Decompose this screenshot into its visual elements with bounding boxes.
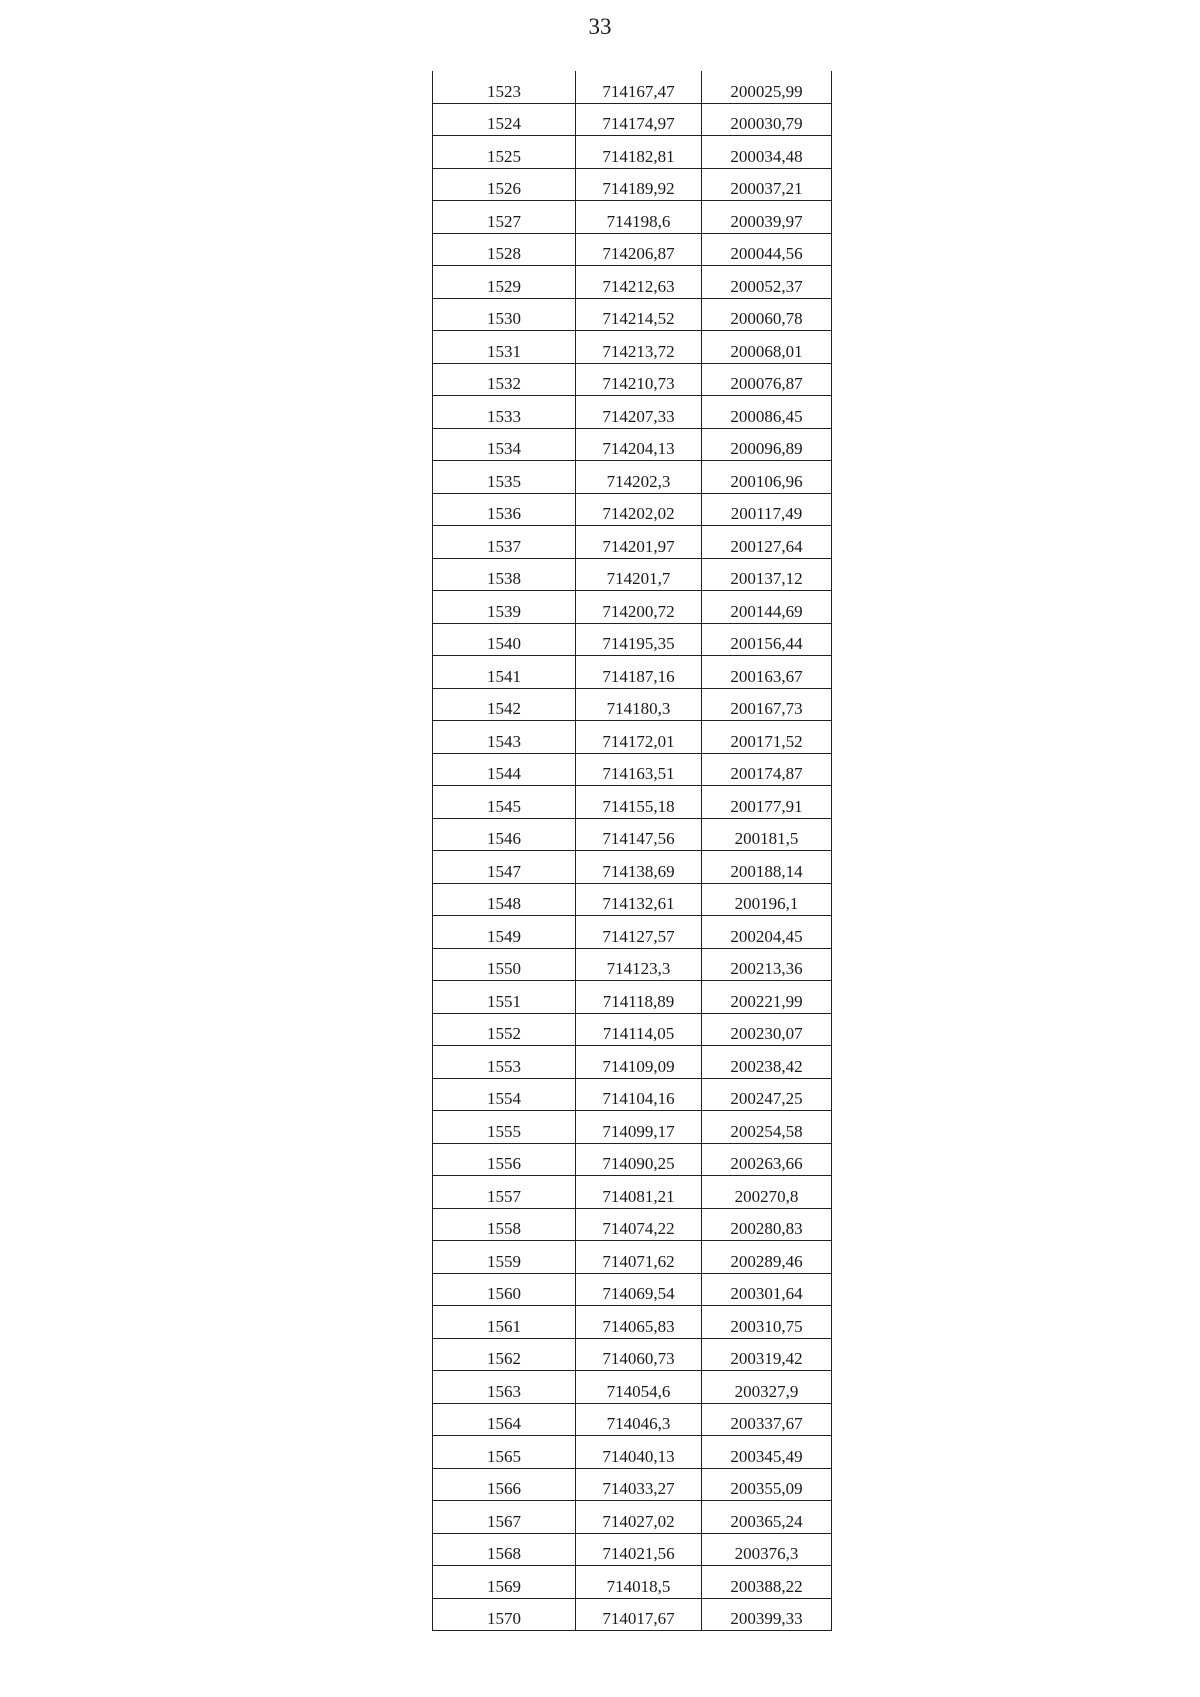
y-coordinate-cell: 200076,87 [702,363,832,396]
y-coordinate-cell: 200030,79 [702,103,832,136]
point-number-cell: 1547 [433,851,576,884]
point-number-cell: 1548 [433,883,576,916]
table-row [433,688,832,721]
table-row [433,71,832,103]
y-coordinate-cell: 200039,97 [702,201,832,234]
table-row [433,1078,832,1111]
x-coordinate-cell: 714018,5 [576,1566,702,1599]
table-row [433,1598,832,1631]
x-coordinate-cell: 714189,92 [576,168,702,201]
point-number-cell: 1553 [433,1046,576,1079]
point-number-cell: 1549 [433,916,576,949]
x-coordinate-cell: 714109,09 [576,1046,702,1079]
point-number-cell: 1536 [433,493,576,526]
x-coordinate-cell: 714046,3 [576,1403,702,1436]
point-number-cell: 1544 [433,753,576,786]
table-row [433,1371,832,1404]
x-coordinate-cell: 714118,89 [576,981,702,1014]
point-number-cell: 1551 [433,981,576,1014]
point-number-cell: 1539 [433,591,576,624]
point-number-cell: 1554 [433,1078,576,1111]
y-coordinate-cell: 200280,83 [702,1208,832,1241]
x-coordinate-cell: 714182,81 [576,136,702,169]
point-number-cell: 1526 [433,168,576,201]
x-coordinate-cell: 714172,01 [576,721,702,754]
table-row [433,1566,832,1599]
point-number-cell: 1528 [433,233,576,266]
table-row [433,883,832,916]
point-number-cell: 1531 [433,331,576,364]
y-coordinate-cell: 200270,8 [702,1176,832,1209]
y-coordinate-cell: 200106,96 [702,461,832,494]
x-coordinate-cell: 714138,69 [576,851,702,884]
y-coordinate-cell: 200399,33 [702,1598,832,1631]
table-row [433,1338,832,1371]
table-row [433,656,832,689]
table-row [433,591,832,624]
point-number-cell: 1550 [433,948,576,981]
x-coordinate-cell: 714127,57 [576,916,702,949]
table-row [433,1046,832,1079]
point-number-cell: 1545 [433,786,576,819]
point-number-cell: 1529 [433,266,576,299]
point-number-cell: 1569 [433,1566,576,1599]
y-coordinate-cell: 200289,46 [702,1241,832,1274]
table-row [433,916,832,949]
y-coordinate-cell: 200156,44 [702,623,832,656]
x-coordinate-cell: 714054,6 [576,1371,702,1404]
x-coordinate-cell: 714090,25 [576,1143,702,1176]
table-row [433,1306,832,1339]
y-coordinate-cell: 200213,36 [702,948,832,981]
y-coordinate-cell: 200188,14 [702,851,832,884]
y-coordinate-cell: 200301,64 [702,1273,832,1306]
y-coordinate-cell: 200177,91 [702,786,832,819]
y-coordinate-cell: 200263,66 [702,1143,832,1176]
table-row [433,1013,832,1046]
table-row [433,948,832,981]
table-row [433,201,832,234]
point-number-cell: 1534 [433,428,576,461]
table-row [433,818,832,851]
x-coordinate-cell: 714155,18 [576,786,702,819]
x-coordinate-cell: 714187,16 [576,656,702,689]
point-number-cell: 1560 [433,1273,576,1306]
y-coordinate-cell: 200355,09 [702,1468,832,1501]
x-coordinate-cell: 714065,83 [576,1306,702,1339]
x-coordinate-cell: 714071,62 [576,1241,702,1274]
y-coordinate-cell: 200086,45 [702,396,832,429]
table-row [433,623,832,656]
x-coordinate-cell: 714021,56 [576,1533,702,1566]
x-coordinate-cell: 714099,17 [576,1111,702,1144]
table-row [433,558,832,591]
y-coordinate-cell: 200345,49 [702,1436,832,1469]
table-row [433,1501,832,1534]
y-coordinate-cell: 200376,3 [702,1533,832,1566]
table-row [433,851,832,884]
x-coordinate-cell: 714213,72 [576,331,702,364]
point-number-cell: 1532 [433,363,576,396]
y-coordinate-cell: 200144,69 [702,591,832,624]
point-number-cell: 1552 [433,1013,576,1046]
y-coordinate-cell: 200196,1 [702,883,832,916]
table-row [433,1403,832,1436]
x-coordinate-cell: 714069,54 [576,1273,702,1306]
x-coordinate-cell: 714167,47 [576,71,702,103]
table-row [433,363,832,396]
coordinates-table [432,71,832,1631]
table-row [433,233,832,266]
point-number-cell: 1542 [433,688,576,721]
table-row [433,1176,832,1209]
y-coordinate-cell: 200163,67 [702,656,832,689]
y-coordinate-cell: 200254,58 [702,1111,832,1144]
y-coordinate-cell: 200167,73 [702,688,832,721]
x-coordinate-cell: 714204,13 [576,428,702,461]
x-coordinate-cell: 714114,05 [576,1013,702,1046]
x-coordinate-cell: 714180,3 [576,688,702,721]
point-number-cell: 1566 [433,1468,576,1501]
point-number-cell: 1543 [433,721,576,754]
y-coordinate-cell: 200037,21 [702,168,832,201]
y-coordinate-cell: 200238,42 [702,1046,832,1079]
y-coordinate-cell: 200204,45 [702,916,832,949]
x-coordinate-cell: 714195,35 [576,623,702,656]
x-coordinate-cell: 714202,3 [576,461,702,494]
point-number-cell: 1561 [433,1306,576,1339]
table-row [433,526,832,559]
point-number-cell: 1527 [433,201,576,234]
x-coordinate-cell: 714060,73 [576,1338,702,1371]
table-row [433,1111,832,1144]
point-number-cell: 1537 [433,526,576,559]
table-row [433,168,832,201]
table-row [433,331,832,364]
x-coordinate-cell: 714214,52 [576,298,702,331]
table-row [433,786,832,819]
point-number-cell: 1557 [433,1176,576,1209]
y-coordinate-cell: 200221,99 [702,981,832,1014]
x-coordinate-cell: 714207,33 [576,396,702,429]
point-number-cell: 1555 [433,1111,576,1144]
x-coordinate-cell: 714074,22 [576,1208,702,1241]
point-number-cell: 1540 [433,623,576,656]
y-coordinate-cell: 200247,25 [702,1078,832,1111]
table-row [433,1468,832,1501]
x-coordinate-cell: 714201,7 [576,558,702,591]
coordinates-table-body [433,71,832,1631]
x-coordinate-cell: 714027,02 [576,1501,702,1534]
table-row [433,266,832,299]
point-number-cell: 1523 [433,71,576,103]
x-coordinate-cell: 714033,27 [576,1468,702,1501]
x-coordinate-cell: 714040,13 [576,1436,702,1469]
point-number-cell: 1565 [433,1436,576,1469]
table-row [433,396,832,429]
point-number-cell: 1525 [433,136,576,169]
x-coordinate-cell: 714206,87 [576,233,702,266]
y-coordinate-cell: 200388,22 [702,1566,832,1599]
point-number-cell: 1570 [433,1598,576,1631]
point-number-cell: 1556 [433,1143,576,1176]
y-coordinate-cell: 200068,01 [702,331,832,364]
y-coordinate-cell: 200365,24 [702,1501,832,1534]
y-coordinate-cell: 200044,56 [702,233,832,266]
table-row [433,298,832,331]
table-row [433,1533,832,1566]
table-row [433,1273,832,1306]
point-number-cell: 1559 [433,1241,576,1274]
y-coordinate-cell: 200052,37 [702,266,832,299]
table-row [433,428,832,461]
page-number: 33 [588,14,612,39]
table-row [433,1241,832,1274]
point-number-cell: 1567 [433,1501,576,1534]
x-coordinate-cell: 714104,16 [576,1078,702,1111]
x-coordinate-cell: 714017,67 [576,1598,702,1631]
x-coordinate-cell: 714198,6 [576,201,702,234]
y-coordinate-cell: 200034,48 [702,136,832,169]
point-number-cell: 1538 [433,558,576,591]
y-coordinate-cell: 200096,89 [702,428,832,461]
y-coordinate-cell: 200127,64 [702,526,832,559]
point-number-cell: 1541 [433,656,576,689]
point-number-cell: 1563 [433,1371,576,1404]
table-row [433,103,832,136]
table-row [433,981,832,1014]
point-number-cell: 1530 [433,298,576,331]
table-row [433,461,832,494]
x-coordinate-cell: 714147,56 [576,818,702,851]
x-coordinate-cell: 714081,21 [576,1176,702,1209]
y-coordinate-cell: 200117,49 [702,493,832,526]
x-coordinate-cell: 714210,73 [576,363,702,396]
y-coordinate-cell: 200327,9 [702,1371,832,1404]
y-coordinate-cell: 200137,12 [702,558,832,591]
y-coordinate-cell: 200174,87 [702,753,832,786]
y-coordinate-cell: 200025,99 [702,71,832,103]
point-number-cell: 1535 [433,461,576,494]
table-row [433,1208,832,1241]
y-coordinate-cell: 200171,52 [702,721,832,754]
table-row [433,753,832,786]
point-number-cell: 1533 [433,396,576,429]
y-coordinate-cell: 200319,42 [702,1338,832,1371]
table-row [433,1436,832,1469]
point-number-cell: 1568 [433,1533,576,1566]
y-coordinate-cell: 200310,75 [702,1306,832,1339]
x-coordinate-cell: 714201,97 [576,526,702,559]
table-row [433,493,832,526]
y-coordinate-cell: 200230,07 [702,1013,832,1046]
x-coordinate-cell: 714174,97 [576,103,702,136]
point-number-cell: 1562 [433,1338,576,1371]
point-number-cell: 1558 [433,1208,576,1241]
x-coordinate-cell: 714212,63 [576,266,702,299]
table-row [433,721,832,754]
x-coordinate-cell: 714123,3 [576,948,702,981]
table-row [433,136,832,169]
x-coordinate-cell: 714202,02 [576,493,702,526]
point-number-cell: 1546 [433,818,576,851]
y-coordinate-cell: 200181,5 [702,818,832,851]
point-number-cell: 1524 [433,103,576,136]
x-coordinate-cell: 714200,72 [576,591,702,624]
x-coordinate-cell: 714132,61 [576,883,702,916]
y-coordinate-cell: 200337,67 [702,1403,832,1436]
y-coordinate-cell: 200060,78 [702,298,832,331]
table-row [433,1143,832,1176]
point-number-cell: 1564 [433,1403,576,1436]
x-coordinate-cell: 714163,51 [576,753,702,786]
